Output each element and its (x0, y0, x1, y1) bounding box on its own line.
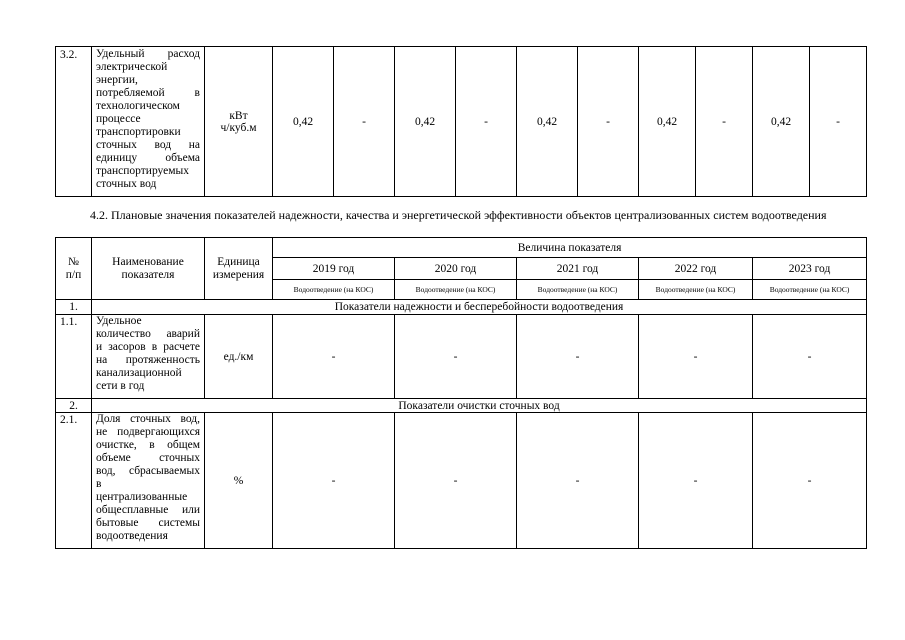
value-cell: - (395, 315, 517, 399)
name-line: Доля сточных вод, (96, 413, 200, 425)
value-cell: - (517, 413, 639, 549)
name-line: на протяженность (96, 354, 200, 366)
value-cell: 0,42 (639, 47, 696, 197)
table-header-row (56, 238, 867, 258)
unit-cell: % (205, 413, 273, 549)
name-line: процессе (96, 113, 141, 125)
value-cell: - (753, 413, 867, 549)
header-year: 2021 год (517, 258, 639, 280)
section-row (56, 399, 867, 413)
table-row (56, 47, 867, 197)
value-cell: 0,42 (395, 47, 456, 197)
header-subheader: Водоотведение (на КОС) (639, 280, 753, 300)
section-row (56, 300, 867, 315)
name-line: бытовые системы (96, 517, 200, 529)
value-cell: - (456, 47, 517, 197)
value-cell: - (334, 47, 395, 197)
name-line: не подвергающихся (96, 426, 200, 438)
header-subheader: Водоотведение (на КОС) (517, 280, 639, 300)
section-heading-paragraph: 4.2. Плановые значения показателей надежности, качества и энергетической эффективности объектов централизованных систем водоотведения (90, 208, 827, 222)
name-line: централизованные (96, 491, 188, 503)
name-line: водоотведения (96, 530, 168, 542)
unit-line: кВт (229, 109, 248, 122)
value-cell: - (273, 413, 395, 549)
value-cell: 0,42 (753, 47, 810, 197)
name-line: энергии, (96, 74, 138, 86)
header-line: № (68, 255, 79, 268)
name-line: транспортировки (96, 126, 181, 138)
header-year: 2020 год (395, 258, 517, 280)
row-number: 2.1. (56, 413, 92, 549)
header-line: Единица (217, 255, 260, 268)
header-line: п/п (65, 268, 82, 281)
value-cell: - (639, 413, 753, 549)
energy-table (55, 46, 867, 197)
row-number: 1.1. (56, 315, 92, 399)
header-line: измерения (212, 268, 265, 281)
header-unit (205, 238, 273, 300)
name-line: количество аварий (96, 328, 200, 340)
value-cell: - (639, 315, 753, 399)
name-line: технологическом (96, 100, 180, 112)
section-title: Показатели очистки сточных вод (92, 399, 867, 413)
table-row (56, 413, 867, 549)
name-line: очистке, в общем (96, 439, 200, 451)
planned-indicators-table (55, 237, 867, 549)
name-line: общесплавные или (96, 504, 200, 516)
name-line: сети в год (96, 380, 145, 392)
value-cell: 0,42 (517, 47, 578, 197)
value-cell: 0,42 (273, 47, 334, 197)
indicator-name (92, 413, 205, 549)
header-line: Наименование (112, 255, 184, 268)
header-subheader: Водоотведение (на КОС) (273, 280, 395, 300)
indicator-name (92, 315, 205, 399)
table-row (56, 315, 867, 399)
name-line: вод, сбрасываемых (96, 465, 200, 477)
value-cell: - (273, 315, 395, 399)
header-number (56, 238, 92, 300)
name-line: сточных вод на (96, 139, 200, 151)
header-line: показателя (121, 268, 175, 281)
value-cell: - (696, 47, 753, 197)
name-line: Удельный расход (96, 48, 200, 60)
value-cell: - (578, 47, 639, 197)
name-line: транспортируемых (96, 165, 190, 177)
name-line: канализационной (96, 367, 182, 379)
value-cell: - (753, 315, 867, 399)
section-number: 1. (56, 300, 92, 315)
name-line: потребляемой в (96, 87, 200, 99)
name-line: сточных вод (96, 178, 157, 190)
header-year: 2023 год (753, 258, 867, 280)
header-value-group: Величина показателя (273, 238, 867, 258)
unit-cell: ед./км (205, 315, 273, 399)
header-subheader: Водоотведение (на КОС) (753, 280, 867, 300)
row-number: 3.2. (56, 47, 92, 197)
name-line: объеме сточных (96, 452, 200, 464)
indicator-name (92, 47, 205, 197)
name-line: в (96, 478, 102, 490)
value-cell: - (517, 315, 639, 399)
header-subheader: Водоотведение (на КОС) (395, 280, 517, 300)
header-name (92, 238, 205, 300)
name-line: электрической (96, 61, 168, 73)
value-cell: - (810, 47, 867, 197)
value-cell: - (395, 413, 517, 549)
unit-line: ч/куб.м (220, 121, 257, 134)
name-line: единицу объема (96, 152, 200, 164)
name-line: Удельное (96, 315, 142, 327)
header-year: 2022 год (639, 258, 753, 280)
section-title: Показатели надежности и бесперебойности водоотведения (92, 300, 867, 315)
header-year: 2019 год (273, 258, 395, 280)
section-number: 2. (56, 399, 92, 413)
unit-cell (205, 47, 273, 197)
name-line: и засоров в расчете (96, 341, 200, 353)
